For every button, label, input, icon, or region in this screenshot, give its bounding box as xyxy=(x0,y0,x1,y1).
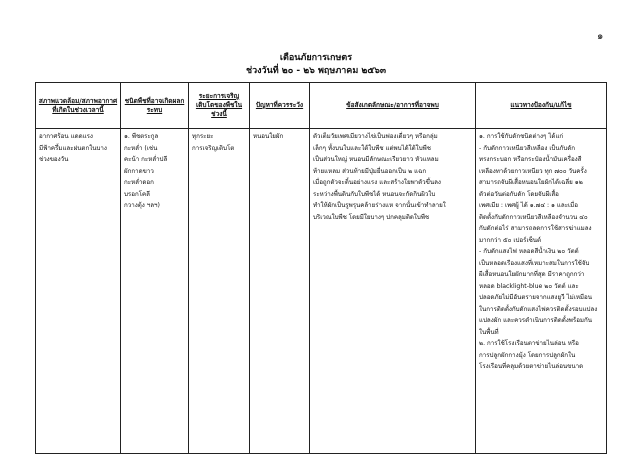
header-remedies: แนวทางป้องกัน/แก้ไข xyxy=(476,83,607,129)
cell-remedies: ๑. การใช้กับดักชนิดต่างๆ ได้แก่ - กับดักกาวเหนียวสีเหลือง เป็นกับดัก ทรงกระบอก หรือกระป๋องน้ำมันเครื่องสี เหลืองทาด้วยกาวเหนียว ทุก ๗๐๐ วันครั้ง สามารถจับผีเสื้อหนอนใยผักได้เฉลี่ย ๑๒ ตัวต่อวันต่อกับดัก โดยจับผีเสื้อ เพศเมีย : เพศผู้ ได้ ๑.๗๔ : ๑ และเมื่อ ติดตั้งกับดักกาวเหนียวสีเหลืองจำนวน ๔๐ กับดักต่อไร่ สามารถลดการใช้สารฆ่าแมลง มากกว่า ๕๐ เปอร์เซ็นต์ - กับดักแสงไฟ หลอดสีน้ำเงิน ๒๐ วัตต์ เป็นหลอดเรืองแสงที่เหมาะสมในการใช้จับ ผีเสื้อหนอนใยผักมากที่สุด มีราคาถูกกว่า หลอด blacklight-blue ๒๐ วัตต์ และ ปลอดภัยไม่มีอันตรายจากแสงยูวี ไม่เหมือน ในการติดตั้งกับดักแสงไฟควรติดตั้งรอบแปลง แปลงผัก และควรดำเนินการติดตั้งพร้อมกัน ในพื้นที่ ๒. การใช้โรงเรือนตาข่ายไนล่อน หรือ การปลูกผักกางมุ้ง โดยการปลูกผักใน โรงเรือนที่คลุมด้วยตาข่ายไนล่อนขนาด xyxy=(479,133,598,370)
cell-symptoms: ตัวเต็มวัยเพศเมียวางไข่เป็นฟองเดี่ยวๆ หรือกลุ่ม เล็กๆ ทั้งบนใบและใต้ใบพืช แต่พบได้ใต้ใบพืช เป็นส่วนใหญ่ หนอนมีลักษณะเรียวยาว หัวแหลม ท้ายแหลม ส่วนท้ายมีปุ่มยื่นออกเป็น ๒ แฉก เมื่อถูกตัวจะดิ้นอย่างแรง และสร้างใยพาตัวขึ้นลง ระหว่างพื้นดินกับใบพืชได้ หนอนจะกัดกินผิวใบ ทำให้ผักเป็นรูพรุนคล้ายร่างแห จากนั้นเข้าทำลายใ บริเวณใบพืช โดยมีใยบางๆ ปกคลุมติดใบพืช xyxy=(313,133,446,221)
table-header-row xyxy=(36,83,607,129)
cell-stage: ทุกระยะ การเจริญเติบโต xyxy=(192,133,235,152)
cell-crop: ๑. พืชตระกูล กะหล่ำ (เช่น คะน้า กะหล่ำปลี ผักกาดขาว กะหล่ำดอก บรอกโคลี กวางตุ้ง ฯลฯ) xyxy=(124,133,168,209)
header-problem: ปัญหาที่ควรระวัง xyxy=(250,83,310,129)
cell-problem: หนอนใยผัก xyxy=(253,133,284,140)
document-period: ช่วงวันที่ ๒๐ - ๒๖ พฤษภาคม ๒๕๖๓ xyxy=(245,66,387,76)
corner-mark: ๑ xyxy=(597,31,604,42)
table-row xyxy=(36,129,607,454)
header-weather: สภาพแวดล้อม/สภาพอากาศที่เกิดในช่วงเวลานี้ xyxy=(36,83,121,129)
cell-weather: อากาศร้อน แดดแรง มีฟ้าครึ้มและฝนตกในบาง ช่วงของวัน xyxy=(39,133,107,163)
warning-table xyxy=(35,82,607,454)
header-symptoms: ข้อสังเกตลักษณะ/อาการที่อาจพบ xyxy=(310,83,476,129)
header-crop: ชนิดพืชที่อาจเกิดผลกระทบ xyxy=(121,83,189,129)
header-stage: ระยะการเจริญเติบโตของพืชในช่วงนี้ xyxy=(189,83,250,129)
document-title: เตือนภัยการเกษตร xyxy=(279,53,353,63)
